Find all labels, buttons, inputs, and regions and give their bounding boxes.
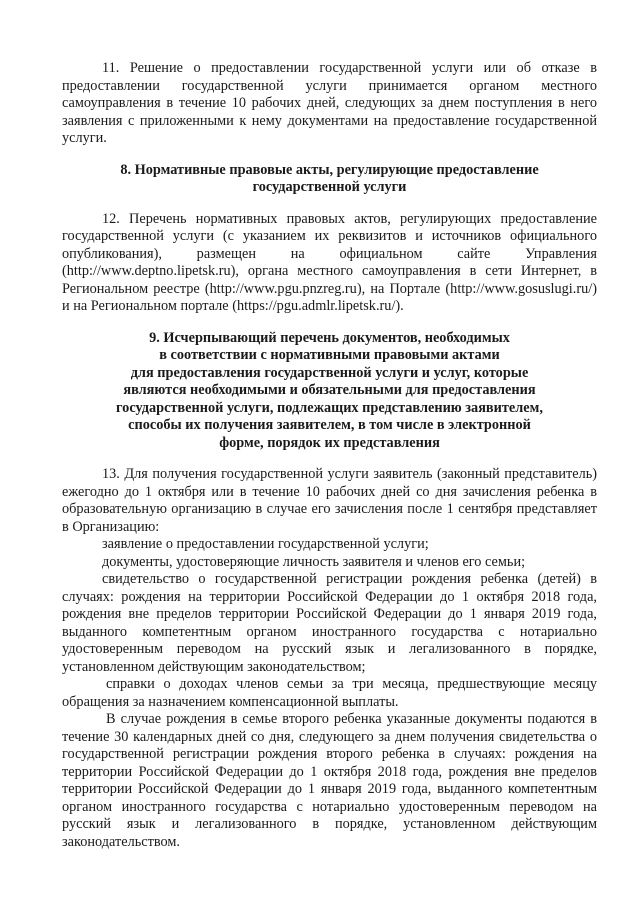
- heading-line: форме, порядок их представления: [219, 434, 440, 451]
- heading-line: для предоставления государственной услуги и услуг, которые: [130, 364, 529, 381]
- list-item: свидетельство о государственной регистрации рождения ребенка (детей) в случаях: рождения на территории Российской Федерации до 1 октября 2018 года, рождения вне пределов территории Российской Федерации до 1 января 2019 года, выданного компетентным органом иностранного государства с нотариально удостоверенным переводом на русский язык и легализованного в порядке, установленном действующим законодательством;: [62, 571, 597, 675]
- heading-line: в соответствии с нормативными правовыми актами: [159, 347, 500, 363]
- section-9-heading: [62, 330, 597, 453]
- document-page: [62, 60, 597, 851]
- paragraph-11: 11. Решение о предоставлении государственной услуги или об отказе в предоставлении государственной услуги принимается органом местного самоуправления в течение 10 рабочих дней, следующих за днем поступления в него заявления с приложенными к нему документами на предоставление государственной услуги.: [62, 60, 597, 146]
- list-item: справки о доходах членов семьи за три месяца, предшествующие месяцу обращения за назначением компенсационной выплаты.: [62, 676, 597, 710]
- heading-line: являются необходимыми и обязательными для предоставления: [123, 382, 536, 398]
- list-item: документы, удостоверяющие личность заявителя и членов его семьи;: [102, 553, 526, 570]
- heading-line: государственной услуги, подлежащих представлению заявителем,: [116, 399, 543, 416]
- heading-line: 8. Нормативные правовые акты, регулирующие предоставление: [120, 161, 539, 178]
- heading-line: способы их получения заявителем, в том числе в электронной: [128, 417, 531, 433]
- section-8-heading: [62, 162, 597, 197]
- paragraph-second-child: В случае рождения в семье второго ребенка указанные документы подаются в течение 30 календарных дней со дня, следующего за днем получения свидетельства о государственной регистрации рождения второго ребенка в случаях: рождения на территории Российской Федерации до 1 октября 2018 года, рождения вне пределов территории Российской Федерации до 1 января 2019 года, выданного компетентным органом иностранного государства с нотариально удостоверенным переводом на русский язык и легализованного в порядке, установленном действующим законодательством.: [62, 711, 597, 850]
- heading-line: 9. Исчерпывающий перечень документов, необходимых: [149, 329, 510, 346]
- list-item: заявление о предоставлении государственной услуги;: [102, 536, 429, 552]
- paragraph-12: 12. Перечень нормативных правовых актов, регулирующих предоставление государственной услуги (с указанием их реквизитов и источников официального опубликования), размещен на официальном сайте Управления (http://www.deptno.lipetsk.ru), органа местного самоуправления в сети Интернет, в Региональном реестре (http://www.pgu.pnzreg.ru), на Портале (http://www.gosuslugi.ru/) и на Региональном портале (https://pgu.admlr.lipetsk.ru/).: [62, 210, 597, 314]
- paragraph-13: 13. Для получения государственной услуги заявитель (законный представитель) ежегодно до 1 октября или в течение 10 рабочих дней со дня зачисления ребенка в образовательную организацию в случае его зачисления после 1 сентября представляет в Организацию:: [62, 466, 597, 535]
- heading-line: государственной услуги: [252, 179, 407, 195]
